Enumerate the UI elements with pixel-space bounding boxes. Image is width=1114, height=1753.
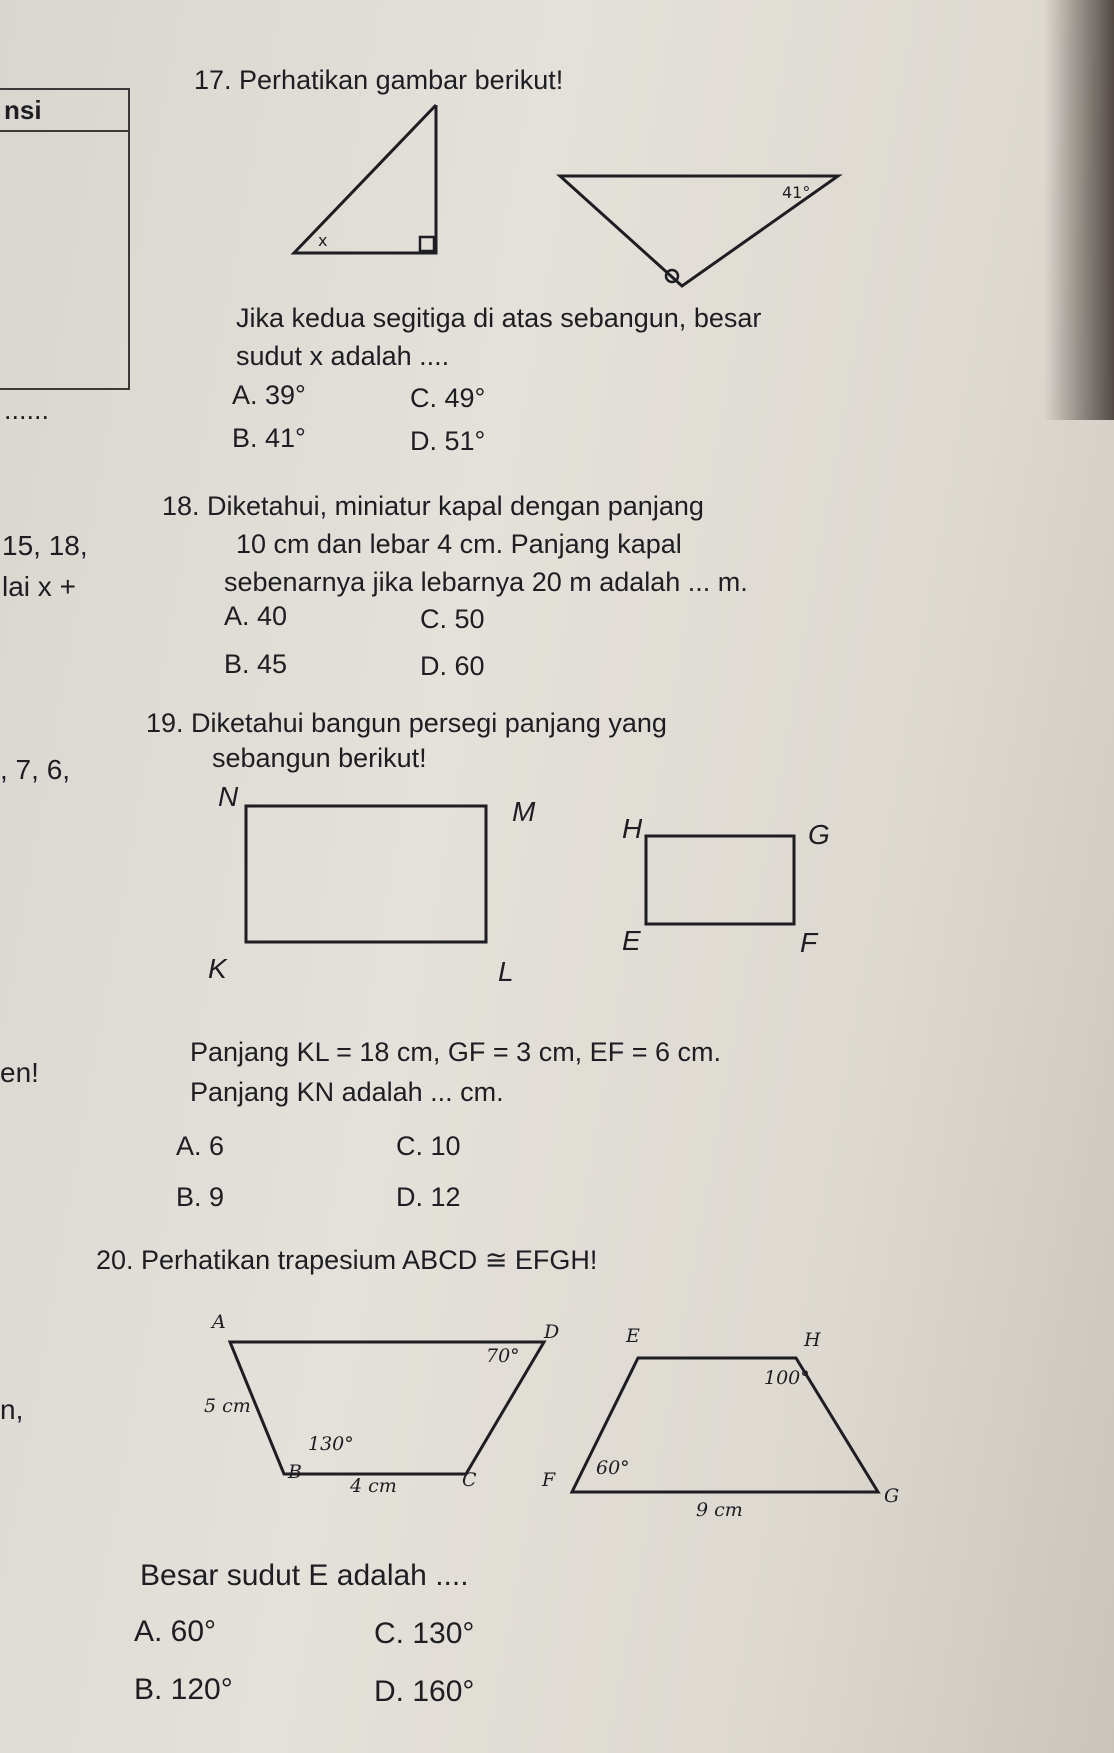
side-table bbox=[0, 88, 130, 390]
q20-label-b: B bbox=[288, 1461, 302, 1483]
q20-angle-d: 70° bbox=[486, 1345, 520, 1367]
q20-label-g: G bbox=[884, 1485, 900, 1507]
q19-label-m: M bbox=[512, 796, 536, 827]
q20-angle-f: 60° bbox=[596, 1457, 630, 1479]
q20-label-d: D bbox=[544, 1321, 560, 1343]
q18-option-b: B. 45 bbox=[224, 649, 288, 679]
q19-label-n: N bbox=[218, 781, 239, 812]
q20-option-c: C. 130° bbox=[374, 1617, 475, 1650]
q17-angle-41: 41° bbox=[782, 183, 811, 202]
side-fragment-5: n, bbox=[0, 1394, 24, 1425]
page-shadow bbox=[1044, 0, 1114, 420]
q19-option-a: A. 6 bbox=[176, 1131, 225, 1161]
q20-side-bc: 4 cm bbox=[350, 1475, 397, 1497]
q19-label-l: L bbox=[498, 956, 514, 987]
q20-angle-h: 100° bbox=[764, 1367, 810, 1389]
q18-line1: 18. Diketahui, miniatur kapal dengan panjang bbox=[162, 491, 704, 521]
q18-line3: sebenarnya jika lebarnya 20 m adalah ... m. bbox=[224, 567, 748, 597]
q17-prompt: 17. Perhatikan gambar berikut! bbox=[194, 65, 564, 95]
q20-prompt: 20. Perhatikan trapesium ABCD ≅ EFGH! bbox=[96, 1245, 598, 1275]
q19-label-f: F bbox=[800, 927, 818, 958]
q20-ask: Besar sudut E adalah .... bbox=[140, 1559, 469, 1592]
q19-option-d: D. 12 bbox=[396, 1182, 461, 1212]
q19-label-k: K bbox=[208, 953, 227, 984]
q18-line2: 10 cm dan lebar 4 cm. Panjang kapal bbox=[236, 529, 682, 559]
q17-option-a: A. 39° bbox=[232, 380, 306, 410]
q19-rectangle-klmn bbox=[246, 806, 486, 942]
side-fragment-1: 15, 18, bbox=[2, 530, 88, 561]
q20-label-a: A bbox=[212, 1311, 226, 1333]
q19-rectangle-efgh bbox=[646, 836, 794, 924]
q20-side-fg: 9 cm bbox=[696, 1499, 743, 1521]
q20-label-h: H bbox=[804, 1329, 821, 1351]
q17-triangle-right bbox=[560, 176, 860, 296]
q17-text-line2: sudut x adalah .... bbox=[236, 341, 450, 371]
q19-given: Panjang KL = 18 cm, GF = 3 cm, EF = 6 cm. bbox=[190, 1037, 721, 1067]
q20-label-f: F bbox=[542, 1469, 556, 1491]
side-dots: ...... bbox=[4, 395, 50, 425]
q17-angle-x: x bbox=[318, 231, 328, 250]
q19-line1: 19. Diketahui bangun persegi panjang yang bbox=[146, 708, 667, 738]
q18-option-a: A. 40 bbox=[224, 601, 288, 631]
side-header: nsi bbox=[4, 95, 42, 125]
q20-side-ab: 5 cm bbox=[204, 1395, 251, 1417]
q18-option-c: C. 50 bbox=[420, 604, 485, 634]
q19-label-h: H bbox=[622, 813, 643, 844]
q19-label-g: G bbox=[808, 819, 830, 850]
side-table-divider bbox=[0, 130, 128, 132]
q20-option-b: B. 120° bbox=[134, 1673, 233, 1706]
q20-label-e: E bbox=[626, 1325, 640, 1347]
q17-option-b: B. 41° bbox=[232, 423, 306, 453]
q18-option-d: D. 60 bbox=[420, 651, 485, 681]
q20-angle-b: 130° bbox=[308, 1433, 354, 1455]
q17-text-line1: Jika kedua segitiga di atas sebangun, besar bbox=[236, 303, 762, 333]
side-fragment-4: en! bbox=[0, 1057, 39, 1088]
q19-line2: sebangun berikut! bbox=[212, 743, 427, 773]
side-fragment-2: lai x + bbox=[2, 571, 76, 602]
q20-option-d: D. 160° bbox=[374, 1675, 475, 1708]
q19-ask: Panjang KN adalah ... cm. bbox=[190, 1077, 504, 1107]
q20-label-c: C bbox=[462, 1469, 477, 1491]
q19-option-c: C. 10 bbox=[396, 1131, 461, 1161]
q19-option-b: B. 9 bbox=[176, 1182, 225, 1212]
q19-label-e: E bbox=[622, 925, 641, 956]
q17-option-d: D. 51° bbox=[410, 426, 486, 456]
q17-option-c: C. 49° bbox=[410, 383, 486, 413]
q20-option-a: A. 60° bbox=[134, 1615, 217, 1648]
q17-triangle-left bbox=[290, 100, 430, 250]
side-fragment-3: , 7, 6, bbox=[0, 754, 71, 785]
